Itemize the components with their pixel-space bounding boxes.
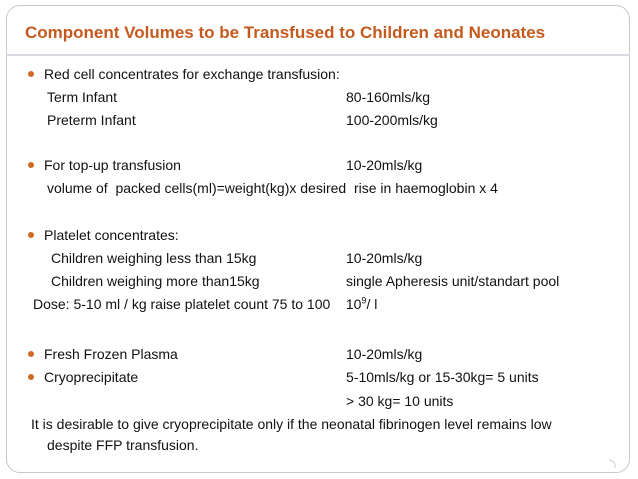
bullet-red-cell bbox=[28, 71, 34, 77]
preterm-infant-value: 100-200mls/kg bbox=[346, 112, 438, 128]
term-infant-label: Term Infant bbox=[47, 89, 118, 105]
platelet-less-label: Children weighing less than 15kg bbox=[51, 250, 257, 266]
note-line-2: despite FFP transfusion. bbox=[47, 437, 199, 453]
cryo-value-2: > 30 kg= 10 units bbox=[346, 393, 454, 409]
top-up-formula: volume of packed cells(ml)=weight(kg)x desired rise in haemoglobin x 4 bbox=[47, 180, 498, 196]
platelet-more-value: single Apheresis unit/standart pool bbox=[346, 273, 560, 289]
platelet-dose-text: Dose: 5-10 ml / kg raise platelet count 75 to 100 10 bbox=[33, 296, 362, 312]
bullet-top-up bbox=[28, 162, 34, 168]
cryo-label: Cryoprecipitate bbox=[44, 369, 139, 385]
platelet-heading: Platelet concentrates: bbox=[44, 227, 179, 243]
note-line-1: It is desirable to give cryoprecipitate only if the neonatal fibrinogen level remains low bbox=[31, 416, 552, 432]
bullet-ffp bbox=[28, 351, 34, 357]
platelet-dose bbox=[33, 296, 377, 312]
bullet-platelet bbox=[28, 232, 34, 238]
platelet-more-label: Children weighing more than15kg bbox=[51, 273, 260, 289]
title-divider bbox=[6, 54, 630, 56]
ffp-value: 10-20mls/kg bbox=[346, 346, 423, 362]
bullet-cryo bbox=[28, 374, 34, 380]
slide-title: Component Volumes to be Transfused to Children and Neonates bbox=[25, 23, 546, 42]
slide-corner-mark-icon bbox=[607, 459, 619, 469]
platelet-dose-unit: / l bbox=[366, 296, 378, 312]
top-up-value: 10-20mls/kg bbox=[346, 157, 423, 173]
ffp-label: Fresh Frozen Plasma bbox=[44, 346, 178, 362]
preterm-infant-label: Preterm Infant bbox=[47, 112, 136, 128]
term-infant-value: 80-160mls/kg bbox=[346, 89, 431, 105]
platelet-less-value: 10-20mls/kg bbox=[346, 250, 423, 266]
platelet-dose-exponent: 9 bbox=[361, 295, 367, 306]
top-up-label: For top-up transfusion bbox=[44, 157, 181, 173]
red-cell-heading: Red cell concentrates for exchange transfusion: bbox=[44, 66, 340, 82]
cryo-value: 5-10mls/kg or 15-30kg= 5 units bbox=[346, 369, 539, 385]
